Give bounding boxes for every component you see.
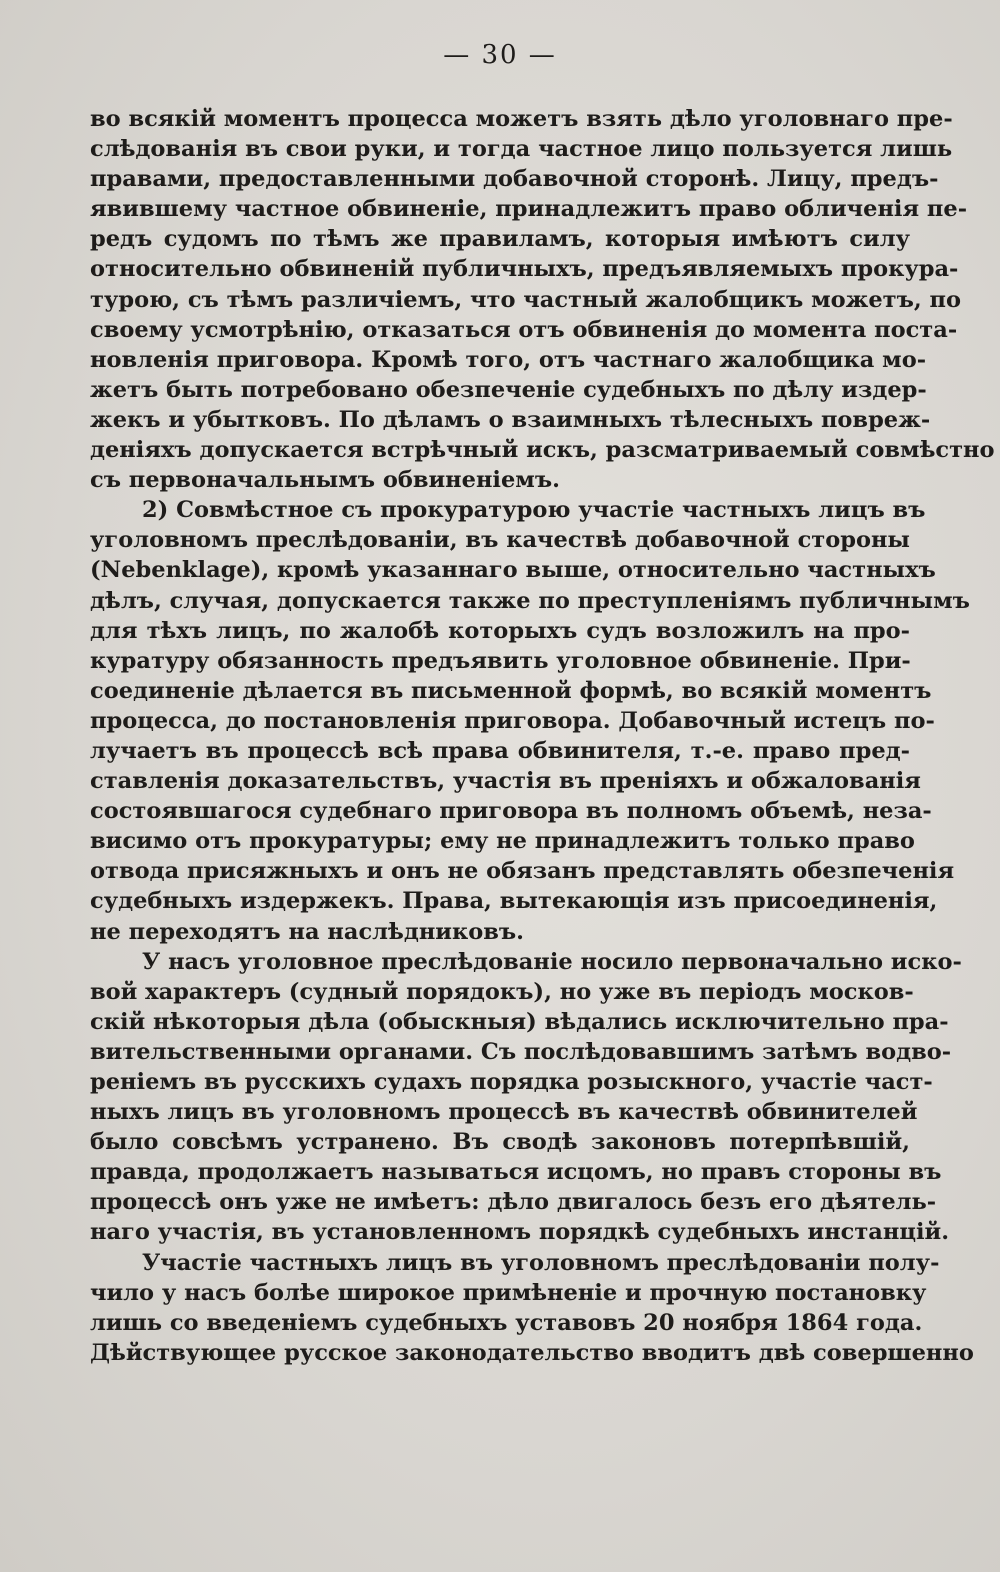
text-line: скій нѣкоторыя дѣла (обыскныя) вѣдались исключительно пра- xyxy=(90,1008,949,1035)
text-line: лишь со введеніемъ судебныхъ уставовъ 20 ноября 1864 года. xyxy=(90,1309,923,1336)
text-line: было совсѣмъ устранено. Въ сводѣ законовъ потерпѣвшій, xyxy=(90,1129,910,1156)
body-text xyxy=(90,104,995,1368)
text-line: отвода присяжныхъ и онъ не обязанъ представлять обезпеченія xyxy=(90,858,955,885)
text-line: лучаетъ въ процессѣ всѣ права обвинителя, т.-е. право пред- xyxy=(90,737,910,764)
text-line: Участіе частныхъ лицъ въ уголовномъ преслѣдованіи полу- xyxy=(142,1249,940,1276)
text-line: 2) Совмѣстное съ прокуратурою участіе частныхъ лицъ въ xyxy=(142,497,926,524)
text-line: куратуру обязанность предъявить уголовное обвиненіе. При- xyxy=(90,647,911,674)
text-line: не переходятъ на наслѣдниковъ. xyxy=(90,918,524,945)
paragraph-3 xyxy=(90,947,962,1248)
text-line: чило у насъ болѣе широкое примѣненіе и прочную постановку xyxy=(90,1279,927,1306)
text-line: новленія приговора. Кромѣ того, отъ частнаго жалобщика мо- xyxy=(90,346,927,373)
text-line: соединеніе дѣлается въ письменной формѣ, во всякій моментъ xyxy=(90,677,932,704)
text-line: вой характеръ (судный порядокъ), но уже въ періодъ москов- xyxy=(90,978,914,1005)
text-line: (Nebenklage), кромѣ указаннаго выше, относительно частныхъ xyxy=(90,557,936,584)
text-line: реніемъ въ русскихъ судахъ порядка розыскного, участіе част- xyxy=(90,1069,933,1095)
text-line: для тѣхъ лицъ, по жалобѣ которыхъ судъ возложилъ на про- xyxy=(90,617,910,644)
text-line: правда, продолжаетъ называться исцомъ, но правъ стороны въ xyxy=(90,1159,942,1186)
text-line: ныхъ лицъ въ уголовномъ процессѣ въ качествѣ обвинителей xyxy=(90,1099,918,1126)
text-line: правами, предоставленными добавочной сторонѣ. Лицу, предъ- xyxy=(90,166,939,193)
text-line: турою, съ тѣмъ различіемъ, что частный жалобщикъ можетъ, по xyxy=(90,286,962,313)
text-line: жекъ и убытковъ. По дѣламъ о взаимныхъ тѣлесныхъ повреж- xyxy=(90,406,931,433)
text-line: вительственными органами. Съ послѣдовавшимъ затѣмъ водво- xyxy=(90,1038,952,1065)
text-line: У насъ уголовное преслѣдованіе носило первоначально иско- xyxy=(142,948,962,975)
text-line: процесса, до постановленія приговора. Добавочный истецъ по- xyxy=(90,707,935,734)
paragraph-4 xyxy=(90,1248,974,1368)
text-line: относительно обвиненій публичныхъ, предъявляемыхъ прокура- xyxy=(90,256,959,283)
paragraph-1 xyxy=(90,104,995,495)
text-line: состоявшагося судебнаго приговора въ полномъ объемѣ, неза- xyxy=(90,798,932,825)
text-line: явившему частное обвиненіе, принадлежитъ право обличенія пе- xyxy=(90,196,968,223)
text-line: процессѣ онъ уже не имѣетъ: дѣло двигалось безъ его дѣятель- xyxy=(90,1189,937,1216)
page-number: — 30 — xyxy=(443,40,557,70)
text-line: висимо отъ прокуратуры; ему не принадлежитъ только право xyxy=(90,828,915,855)
text-line: во всякій моментъ процесса можетъ взять дѣло уголовнаго пре- xyxy=(90,106,953,132)
text-line: редъ судомъ по тѣмъ же правиламъ, которыя имѣютъ силу xyxy=(90,226,910,253)
text-line: ставленія доказательствъ, участія въ преніяхъ и обжалованія xyxy=(90,768,921,795)
text-line: жетъ быть потребовано обезпеченіе судебныхъ по дѣлу издер- xyxy=(90,376,927,403)
text-line: судебныхъ издержекъ. Права, вытекающія изъ присоединенія, xyxy=(90,888,938,915)
text-line: дѣлъ, случая, допускается также по преступленіямъ публичнымъ xyxy=(90,587,970,614)
text-line: уголовномъ преслѣдованіи, въ качествѣ добавочной стороны xyxy=(90,527,910,554)
text-line: своему усмотрѣнію, отказаться отъ обвиненія до момента поста- xyxy=(90,316,958,343)
text-line: деніяхъ допускается встрѣчный искъ, разсматриваемый совмѣстно xyxy=(90,437,995,464)
text-line: слѣдованія въ свои руки, и тогда частное лицо пользуется лишь xyxy=(90,136,953,163)
text-line: съ первоначальнымъ обвиненіемъ. xyxy=(90,467,560,494)
text-line: наго участія, въ установленномъ порядкѣ судебныхъ инстанцій. xyxy=(90,1219,950,1246)
paragraph-2 xyxy=(90,495,970,946)
text-line: Дѣйствующее русское законодательство вводитъ двѣ совершенно xyxy=(90,1339,974,1366)
